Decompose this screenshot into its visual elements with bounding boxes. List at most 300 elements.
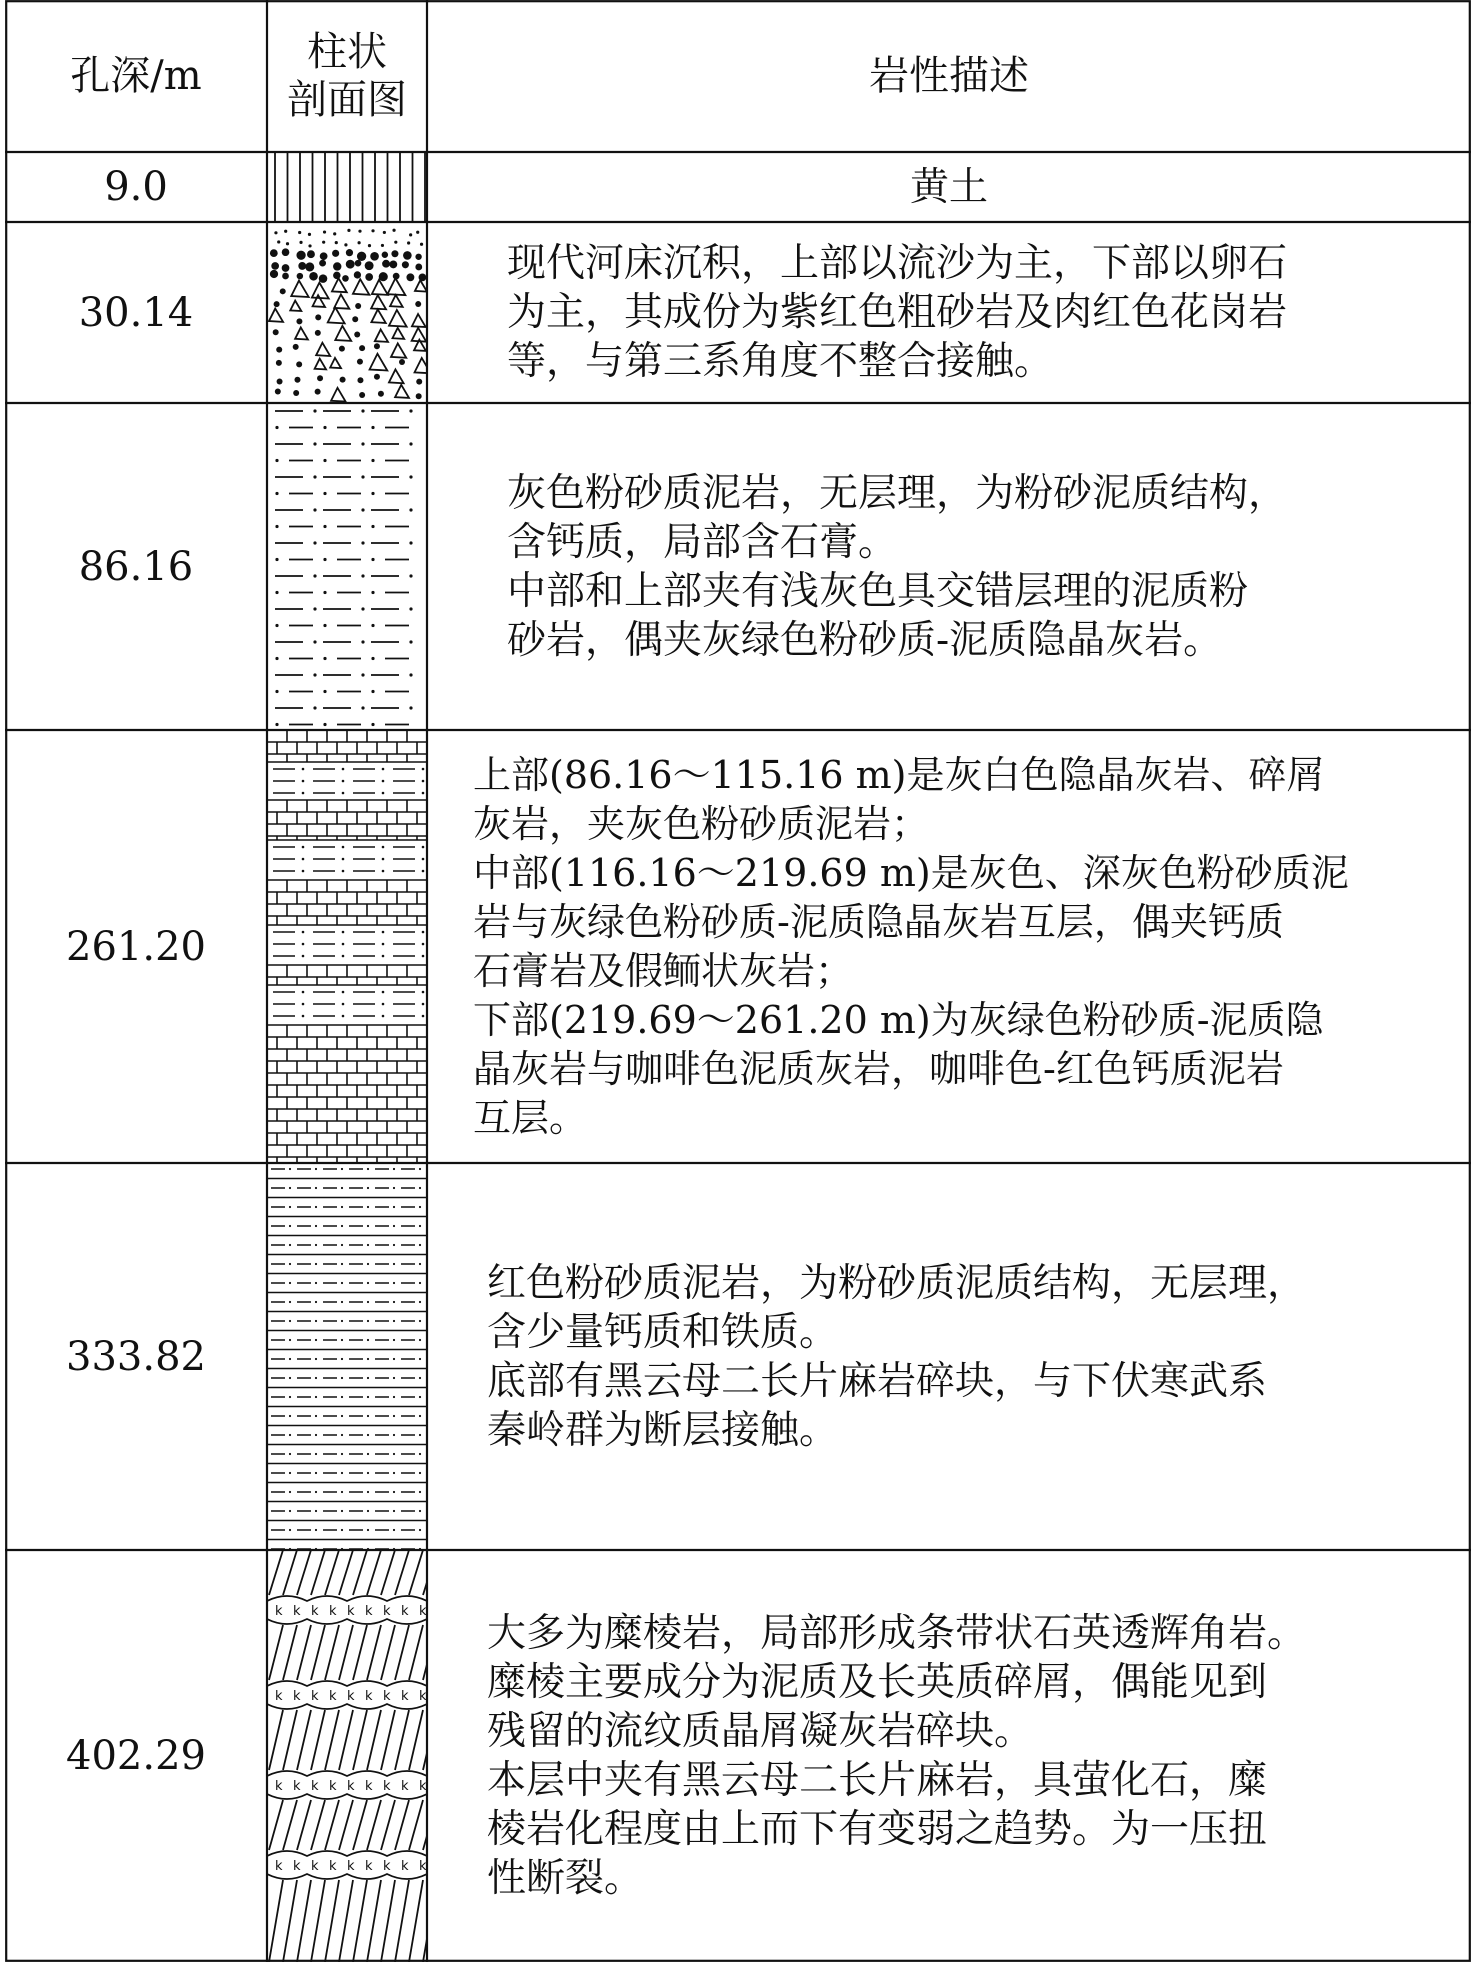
pattern-mark: [371, 558, 374, 561]
pattern-mark: [422, 955, 425, 958]
pattern-mark: [339, 346, 345, 352]
pattern-mark: [419, 1377, 421, 1379]
red-mudstone-pattern: [267, 1163, 427, 1550]
pattern-mark: [302, 780, 305, 783]
pattern-mark: [311, 1550, 325, 1595]
description-line: 含少量钙质和铁质。: [487, 1309, 839, 1355]
pattern-mark: [409, 640, 412, 643]
lithology-log-table: [5, 0, 1471, 1962]
pattern-mark: [289, 1339, 291, 1341]
pattern-mark: [409, 409, 412, 412]
pattern-mark: [353, 1550, 367, 1595]
pattern-mark: [313, 442, 316, 445]
pattern-mark: [275, 591, 278, 594]
pattern-mark: [367, 1263, 369, 1265]
pattern-mark: [297, 1710, 311, 1770]
pattern-mark: [323, 657, 326, 660]
pattern-mark: [291, 281, 308, 297]
pattern-mark: [422, 943, 425, 946]
pattern-mark: [354, 271, 361, 278]
pattern-mark: [289, 1244, 291, 1246]
pattern-mark: k: [275, 1689, 283, 1704]
pattern-mark: [269, 1710, 283, 1770]
pattern-mark: [267, 1874, 427, 1879]
pattern-mark: [419, 1168, 421, 1170]
pattern-mark: [409, 442, 412, 445]
pattern-mark: [325, 1800, 339, 1850]
pattern-mark: [307, 250, 315, 258]
pattern-mark: [399, 359, 405, 365]
pattern-mark: k: [383, 1779, 391, 1794]
pattern-mark: [381, 1625, 395, 1680]
pattern-mark: [309, 272, 318, 281]
pattern-mark: [419, 1263, 421, 1265]
pattern-mark: [313, 640, 316, 643]
pattern-mark: [302, 1003, 305, 1006]
pattern-mark: [289, 1453, 291, 1455]
pattern-mark: [392, 229, 395, 232]
pattern-mark: k: [329, 1604, 337, 1619]
description-line: 秦岭群为断层接触。: [487, 1407, 839, 1453]
pattern-mark: [311, 1880, 325, 1962]
pattern-mark: [367, 1529, 369, 1531]
pattern-mark: [367, 1301, 369, 1303]
pattern-mark: [382, 1015, 385, 1018]
pattern-mark: [323, 591, 326, 594]
pattern-mark: [342, 931, 345, 934]
pattern-mark: [372, 280, 388, 295]
pattern-mark: [325, 1625, 339, 1680]
pattern-mark: [315, 1168, 317, 1170]
pattern-mark: [371, 624, 374, 627]
pattern-mark: [341, 1187, 343, 1189]
pattern-mark: [365, 273, 373, 281]
pattern-mark: [393, 1491, 395, 1493]
pattern-mark: [382, 955, 385, 958]
pattern-mark: [367, 1320, 369, 1322]
description-line: 糜棱主要成分为泥质及长英质碎屑，偶能见到: [487, 1660, 1268, 1705]
pattern-mark: [289, 1263, 291, 1265]
description-cell: [427, 152, 1471, 222]
pattern-mark: [393, 1510, 395, 1512]
pattern-mark: k: [365, 1859, 373, 1874]
pattern-mark: [342, 955, 345, 958]
pattern-mark: [415, 254, 421, 260]
pattern-mark: [347, 229, 350, 232]
pattern-mark: [325, 1550, 339, 1595]
pattern-mark: [267, 1681, 427, 1686]
pattern-mark: [415, 264, 422, 271]
pattern-mark: [332, 250, 339, 257]
pattern-mark: [370, 252, 379, 261]
pattern-mark: k: [311, 1604, 319, 1619]
pattern-mark: [334, 294, 349, 308]
pattern-mark: [331, 388, 346, 402]
pattern-mark: [315, 1415, 317, 1417]
pattern-mark: [339, 1880, 353, 1962]
pattern-mark: [315, 1206, 317, 1208]
pattern-mark: [415, 301, 421, 307]
pattern-mark: [409, 541, 412, 544]
pattern-mark: [315, 314, 321, 320]
pattern-mark: [422, 1015, 425, 1018]
pattern-mark: [289, 1282, 291, 1284]
pattern-mark: [315, 1301, 317, 1303]
pattern-mark: [419, 1453, 421, 1455]
pattern-mark: [315, 389, 321, 395]
pattern-mark: [275, 624, 278, 627]
pattern-mark: k: [383, 1604, 391, 1619]
header-depth-label: 孔深/m: [70, 53, 202, 99]
description-line: 黄土: [909, 164, 988, 210]
pattern-mark: k: [347, 1779, 355, 1794]
pattern-mark: [382, 846, 385, 849]
pattern-mark: [315, 359, 326, 370]
pattern-mark: [283, 1710, 297, 1770]
depth-value: 333.82: [66, 1333, 206, 1380]
pattern-mark: [275, 492, 278, 495]
pattern-mark: [302, 858, 305, 861]
pattern-mark: [277, 240, 280, 243]
pattern-mark: [371, 525, 374, 528]
pattern-mark: [409, 475, 412, 478]
pattern-mark: [297, 1625, 311, 1680]
pattern-mark: [313, 673, 316, 676]
pattern-mark: [358, 230, 361, 233]
pattern-mark: [393, 1529, 395, 1531]
pattern-mark: [311, 1710, 325, 1770]
depth-value: 86.16: [78, 543, 194, 590]
pattern-mark: [382, 931, 385, 934]
pattern-mark: [299, 241, 302, 244]
pattern-mark: k: [293, 1689, 301, 1704]
description-line: 大多为糜棱岩，局部形成条带状石英透辉角岩。: [487, 1611, 1307, 1656]
pattern-mark: [367, 1244, 369, 1246]
pattern-mark: [422, 870, 425, 873]
pattern-mark: [393, 1377, 395, 1379]
depth-cell: [5, 222, 267, 403]
pattern-mark: [422, 1003, 425, 1006]
pattern-mark: [269, 1800, 283, 1850]
pattern-mark: [382, 260, 390, 268]
gravel-pattern: [267, 222, 427, 403]
description-line: 本层中夹有黑云母二长片麻岩，具萤化石，糜: [487, 1758, 1268, 1803]
description-cell: [427, 1550, 1471, 1962]
pattern-mark: [335, 326, 351, 341]
pattern-mark: [409, 706, 412, 709]
pattern-mark: [395, 1880, 409, 1962]
pattern-mark: [302, 1015, 305, 1018]
pattern-mark: [382, 1003, 385, 1006]
description-line: 残留的流纹质晶屑凝灰岩碎块。: [487, 1709, 1034, 1754]
pattern-mark: [289, 1472, 291, 1474]
pattern-mark: [340, 377, 346, 383]
pattern-mark: [378, 391, 384, 397]
pattern-mark: k: [365, 1604, 373, 1619]
description-line: 灰岩，夹灰色粉砂质泥岩；: [473, 801, 930, 846]
pattern-mark: [355, 260, 362, 267]
pattern-mark: [409, 1550, 423, 1595]
pattern-mark: [389, 260, 397, 268]
pattern-mark: [361, 508, 364, 511]
description-cell: [427, 1163, 1471, 1550]
pattern-mark: [319, 274, 328, 283]
pattern-mark: [359, 345, 365, 351]
pattern-mark: [275, 525, 278, 528]
pattern-mark: [416, 393, 422, 399]
pattern-mark: [406, 273, 414, 281]
pattern-mark: [381, 1880, 395, 1962]
pattern-mark: [382, 768, 385, 771]
pattern-mark: [393, 1453, 395, 1455]
pattern-mark: k: [419, 1689, 427, 1704]
pattern-mark: [367, 1491, 369, 1493]
pattern-mark: [361, 541, 364, 544]
pattern-mark: [393, 1339, 395, 1341]
pattern-mark: [323, 723, 326, 726]
pattern-mark: [274, 231, 277, 234]
pattern-mark: [298, 262, 306, 270]
pattern-mark: [311, 1800, 325, 1850]
pattern-mark: [342, 275, 349, 282]
pattern-mark: [339, 1710, 353, 1770]
pattern-mark: [341, 1168, 343, 1170]
depth-cell: [5, 152, 267, 222]
pattern-mark: [371, 309, 385, 323]
pattern-mark: [393, 1187, 395, 1189]
pattern-mark: [419, 1415, 421, 1417]
pattern-mark: [339, 1800, 353, 1850]
pattern-mark: [289, 1434, 291, 1436]
pattern-mark: [393, 1263, 395, 1265]
pattern-mark: k: [401, 1689, 409, 1704]
pattern-mark: [282, 273, 289, 280]
pattern-mark: [374, 374, 380, 380]
pattern-mark: [315, 1263, 317, 1265]
pattern-mark: [391, 343, 406, 357]
header-description: [427, 0, 1471, 152]
description-line: 互层。: [473, 1095, 588, 1140]
pattern-mark: [297, 273, 303, 279]
pattern-mark: [359, 392, 365, 398]
pattern-mark: [283, 1550, 297, 1595]
pattern-mark: [422, 780, 425, 783]
pattern-mark: [361, 640, 364, 643]
pattern-mark: [409, 1880, 423, 1962]
pattern-mark: [289, 1358, 291, 1360]
pattern-mark: [341, 1510, 343, 1512]
pattern-mark: [422, 792, 425, 795]
pattern-mark: [275, 690, 278, 693]
pattern-mark: [330, 358, 341, 368]
pattern-mark: [353, 1625, 367, 1680]
pattern-mark: [325, 1880, 339, 1962]
pattern-mark: [419, 1396, 421, 1398]
mylonite-pattern: [267, 1550, 427, 1962]
pattern-mark: [323, 459, 326, 462]
description-line: 下部(219.69～261.20 m)为灰绿色粉砂质-泥质隐: [473, 997, 1324, 1042]
description-line: 灰色粉砂质泥岩，无层理，为粉砂泥质结构，: [507, 470, 1288, 516]
pattern-mark: [407, 241, 410, 244]
pattern-mark: [315, 1396, 317, 1398]
pattern-mark: [367, 1550, 381, 1595]
pattern-mark: [395, 385, 409, 398]
pattern-mark: [382, 792, 385, 795]
pattern-mark: [323, 426, 326, 429]
pattern-mark: [403, 251, 412, 260]
pattern-mark: [393, 1168, 395, 1170]
pattern-mark: [315, 1377, 317, 1379]
pattern-mark: [342, 1015, 345, 1018]
pattern-mark: [344, 243, 347, 246]
pattern-mark: [341, 1453, 343, 1455]
pattern-mark: [415, 280, 427, 291]
pattern-mark: [342, 943, 345, 946]
pattern-mark: [305, 262, 314, 271]
pattern-mark: [367, 1206, 369, 1208]
pattern-mark: [419, 1282, 421, 1284]
pattern-mark: [381, 1800, 395, 1850]
pattern-mark: [302, 792, 305, 795]
pattern-mark: [361, 607, 364, 610]
pattern-mark: [283, 1625, 297, 1680]
pattern-mark: [308, 233, 311, 236]
pattern-mark: [328, 307, 345, 323]
pattern-mark: [392, 328, 404, 339]
pattern-mark: k: [329, 1859, 337, 1874]
pattern-mark: [353, 1800, 367, 1850]
pattern-mark: k: [311, 1779, 319, 1794]
pattern-mark: [276, 360, 282, 366]
pattern-mark: [355, 303, 361, 309]
pattern-mark: [358, 241, 361, 244]
pattern-mark: [367, 1510, 369, 1512]
pattern-mark: [361, 409, 364, 412]
pattern-mark: [371, 459, 374, 462]
pattern-mark: [367, 1396, 369, 1398]
pattern-mark: [322, 241, 325, 244]
pattern-mark: [333, 232, 336, 235]
pattern-mark: [346, 249, 353, 256]
pattern-mark: [289, 1529, 291, 1531]
pattern-mark: k: [293, 1779, 301, 1794]
pattern-mark: [342, 858, 345, 861]
pattern-mark: [302, 768, 305, 771]
pattern-mark: [395, 1710, 409, 1770]
pattern-mark: [353, 1710, 367, 1770]
pattern-mark: [367, 1225, 369, 1227]
pattern-mark: [419, 1320, 421, 1322]
pattern-mark: [361, 442, 364, 445]
pattern-mark: [333, 272, 340, 279]
description-line: 底部有黑云母二长片麻岩碎块，与下伏寒武系: [487, 1358, 1268, 1404]
depth-value: 30.14: [78, 289, 194, 336]
pattern-mark: [416, 379, 422, 385]
pattern-mark: [419, 1529, 421, 1531]
description-line: 岩与灰绿色粉砂质-泥质隐晶灰岩互层，偶夹钙质: [473, 899, 1284, 944]
pattern-mark: [289, 1301, 291, 1303]
pattern-mark: [302, 955, 305, 958]
pattern-mark: [269, 1550, 283, 1595]
pattern-mark: [371, 426, 374, 429]
pattern-mark: [419, 1187, 421, 1189]
pattern-mark: [365, 261, 374, 270]
pattern-mark: [333, 262, 341, 270]
header-column: [267, 0, 427, 152]
pattern-mark: [267, 1596, 427, 1601]
pattern-mark: [389, 310, 407, 327]
pattern-mark: [271, 262, 279, 270]
pattern-mark: [390, 295, 403, 307]
pattern-mark: [367, 1710, 381, 1770]
pattern-mark: [284, 230, 287, 233]
pattern-mark: [312, 283, 329, 299]
pattern-mark: [371, 723, 374, 726]
pattern-mark: [374, 343, 380, 349]
description-line: 性断裂。: [487, 1856, 644, 1901]
pattern-mark: [409, 574, 412, 577]
pattern-mark: [367, 1434, 369, 1436]
pattern-mark: [293, 390, 299, 396]
depth-cell: [5, 1163, 267, 1550]
description-line: 晶灰岩与咖啡色泥质灰岩，咖啡色-红色钙质泥岩: [473, 1046, 1284, 1091]
pattern-mark: [289, 1491, 291, 1493]
description-line: 砂岩，偶夹灰绿色粉砂质-泥质隐晶灰岩。: [507, 617, 1223, 663]
pattern-mark: [267, 1619, 427, 1624]
pattern-mark: [323, 558, 326, 561]
pattern-mark: [273, 329, 279, 335]
pattern-mark: [341, 1263, 343, 1265]
pattern-mark: [269, 309, 283, 322]
pattern-mark: [315, 1453, 317, 1455]
pattern-mark: [367, 1358, 369, 1360]
pattern-mark: [341, 1472, 343, 1474]
pattern-mark: [402, 261, 409, 268]
pattern-mark: [313, 409, 316, 412]
header-column-label: 柱状 剖面图: [287, 29, 407, 123]
pattern-mark: [316, 343, 330, 356]
pattern-mark: [382, 252, 388, 258]
pattern-mark: [296, 318, 302, 324]
pattern-mark: [289, 1377, 291, 1379]
pattern-mark: [295, 327, 308, 339]
pattern-mark: [302, 870, 305, 873]
pattern-mark: k: [275, 1604, 283, 1619]
pattern-mark: [275, 558, 278, 561]
pattern-mark: [290, 301, 301, 311]
pattern-mark: [382, 780, 385, 783]
pattern-mark: [352, 316, 358, 322]
pattern-mark: [393, 1225, 395, 1227]
pattern-mark: [419, 1472, 421, 1474]
loess-pattern: [267, 152, 427, 222]
pattern-mark: [409, 1625, 423, 1680]
header-description-label: 岩性描述: [869, 53, 1029, 99]
pattern-mark: [267, 1704, 427, 1709]
pattern-mark: [341, 1415, 343, 1417]
pattern-mark: [357, 252, 366, 261]
description-line: 含钙质，局部含石膏。: [507, 519, 898, 565]
pattern-mark: k: [275, 1779, 283, 1794]
pattern-mark: [311, 1625, 325, 1680]
description-line: 为主，其成份为紫红色粗砂岩及肉红色花岗岩: [507, 290, 1288, 335]
pattern-mark: [313, 574, 316, 577]
pattern-mark: [302, 931, 305, 934]
pattern-mark: [313, 706, 316, 709]
pattern-mark: [342, 768, 345, 771]
pattern-mark: [367, 1282, 369, 1284]
depth-value: 261.20: [66, 923, 206, 970]
